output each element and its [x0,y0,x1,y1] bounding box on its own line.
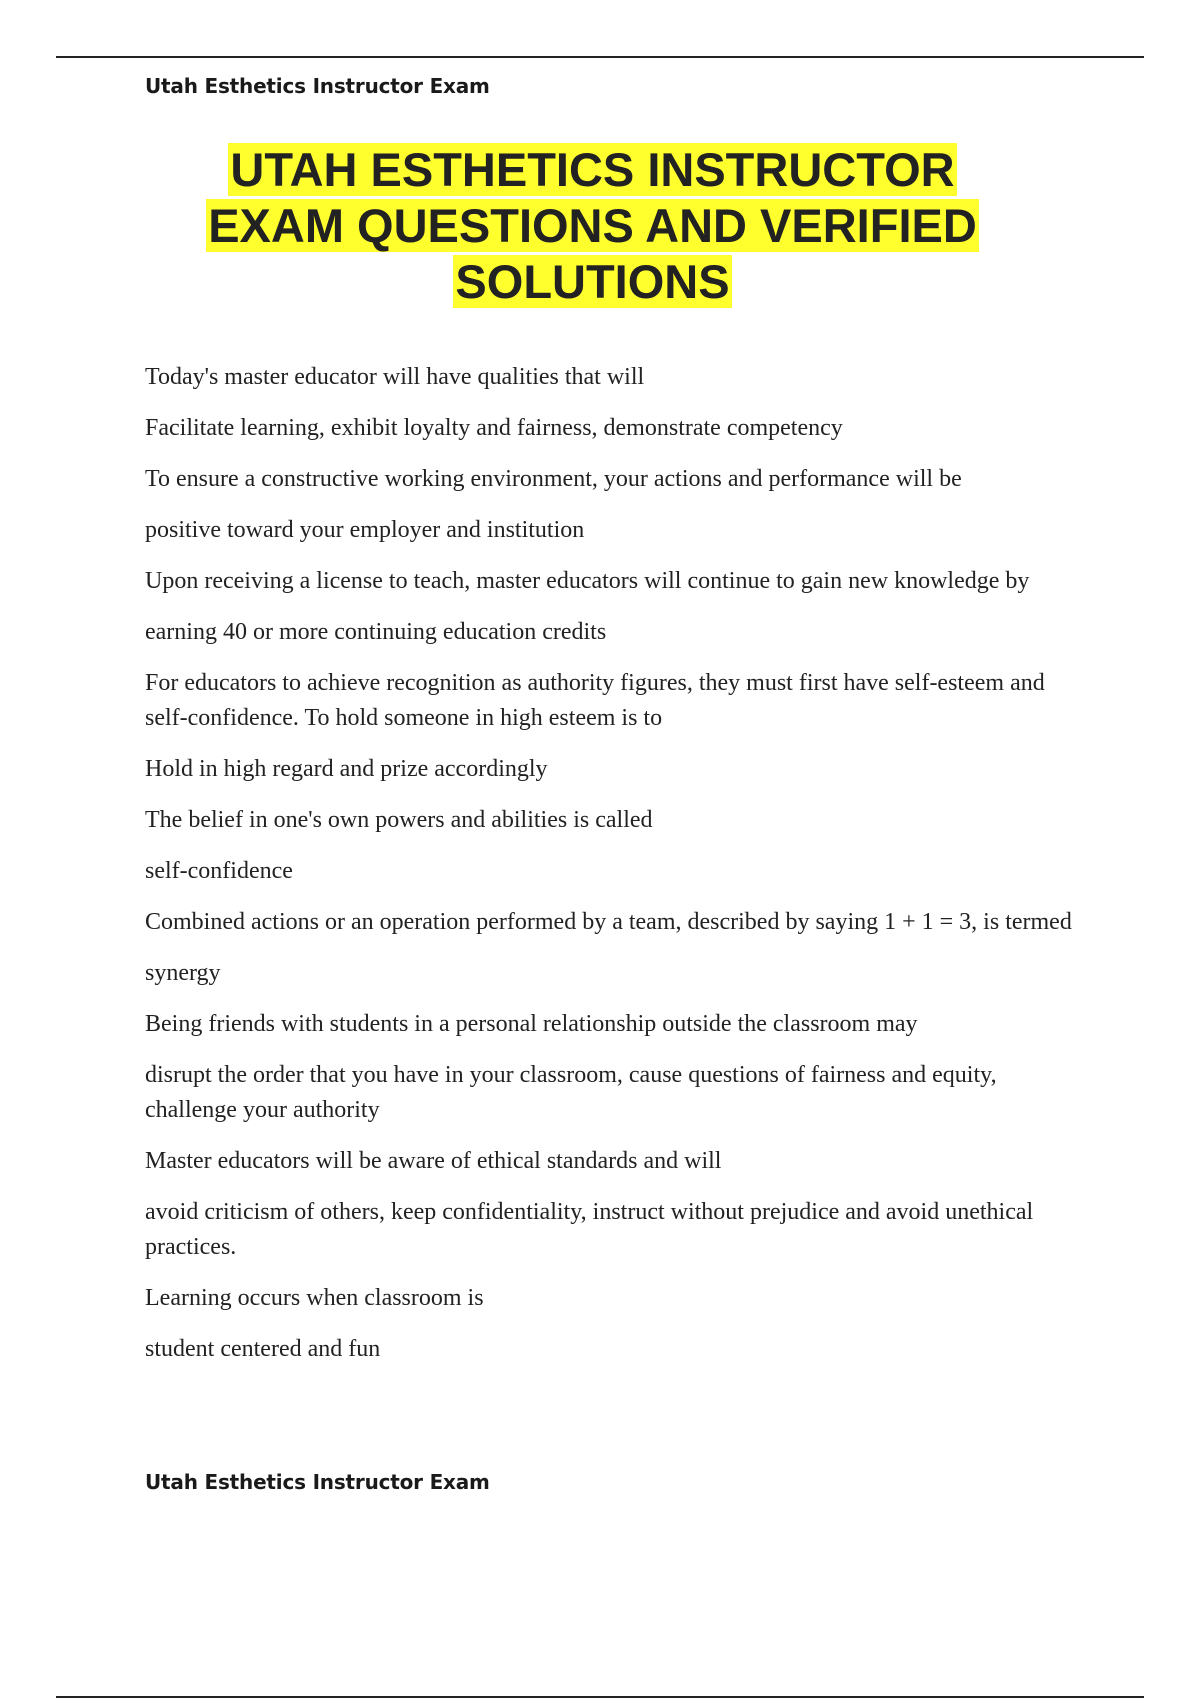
answer-7: disrupt the order that you have in your classroom, cause questions of fairness and equity, challenge your authority [145,1062,997,1123]
top-rule [56,56,1144,58]
question-5: The belief in one's own powers and abilities is called [145,807,653,833]
question-6: Combined actions or an operation performed by a team, described by saying 1 + 1 = 3, is termed [145,909,1072,935]
document-title [145,142,1040,310]
question-2: To ensure a constructive working environment, your actions and performance will be [145,466,962,492]
bottom-rule [56,1696,1144,1698]
question-1: Today's master educator will have qualities that will [145,364,645,390]
answer-6: synergy [145,960,221,986]
answer-8: avoid criticism of others, keep confidentiality, instruct without prejudice and avoid unethical practices. [145,1199,1034,1260]
title-line-1: UTAH ESTHETICS INSTRUCTOR [230,143,955,196]
question-7: Being friends with students in a personal relationship outside the classroom may [145,1011,918,1037]
running-header: Utah Esthetics Instructor Exam [145,74,490,98]
title-line-2: EXAM QUESTIONS AND VERIFIED [208,199,977,252]
answer-4: Hold in high regard and prize accordingly [145,756,548,782]
answer-2: positive toward your employer and institution [145,517,585,543]
question-3: Upon receiving a license to teach, master educators will continue to gain new knowledge by [145,568,1030,594]
answer-1: Facilitate learning, exhibit loyalty and fairness, demonstrate competency [145,415,843,441]
answer-9: student centered and fun [145,1336,381,1362]
question-9: Learning occurs when classroom is [145,1285,484,1311]
answer-3: earning 40 or more continuing education credits [145,619,607,645]
question-4: For educators to achieve recognition as authority figures, they must first have self-esteem and self-confidence. To hold someone in high esteem is to [145,670,1045,731]
title-line-3: SOLUTIONS [455,255,730,308]
qa-list [145,360,1085,1383]
question-8: Master educators will be aware of ethical standards and will [145,1148,722,1174]
answer-5: self-confidence [145,858,293,884]
running-footer: Utah Esthetics Instructor Exam [145,1470,490,1494]
